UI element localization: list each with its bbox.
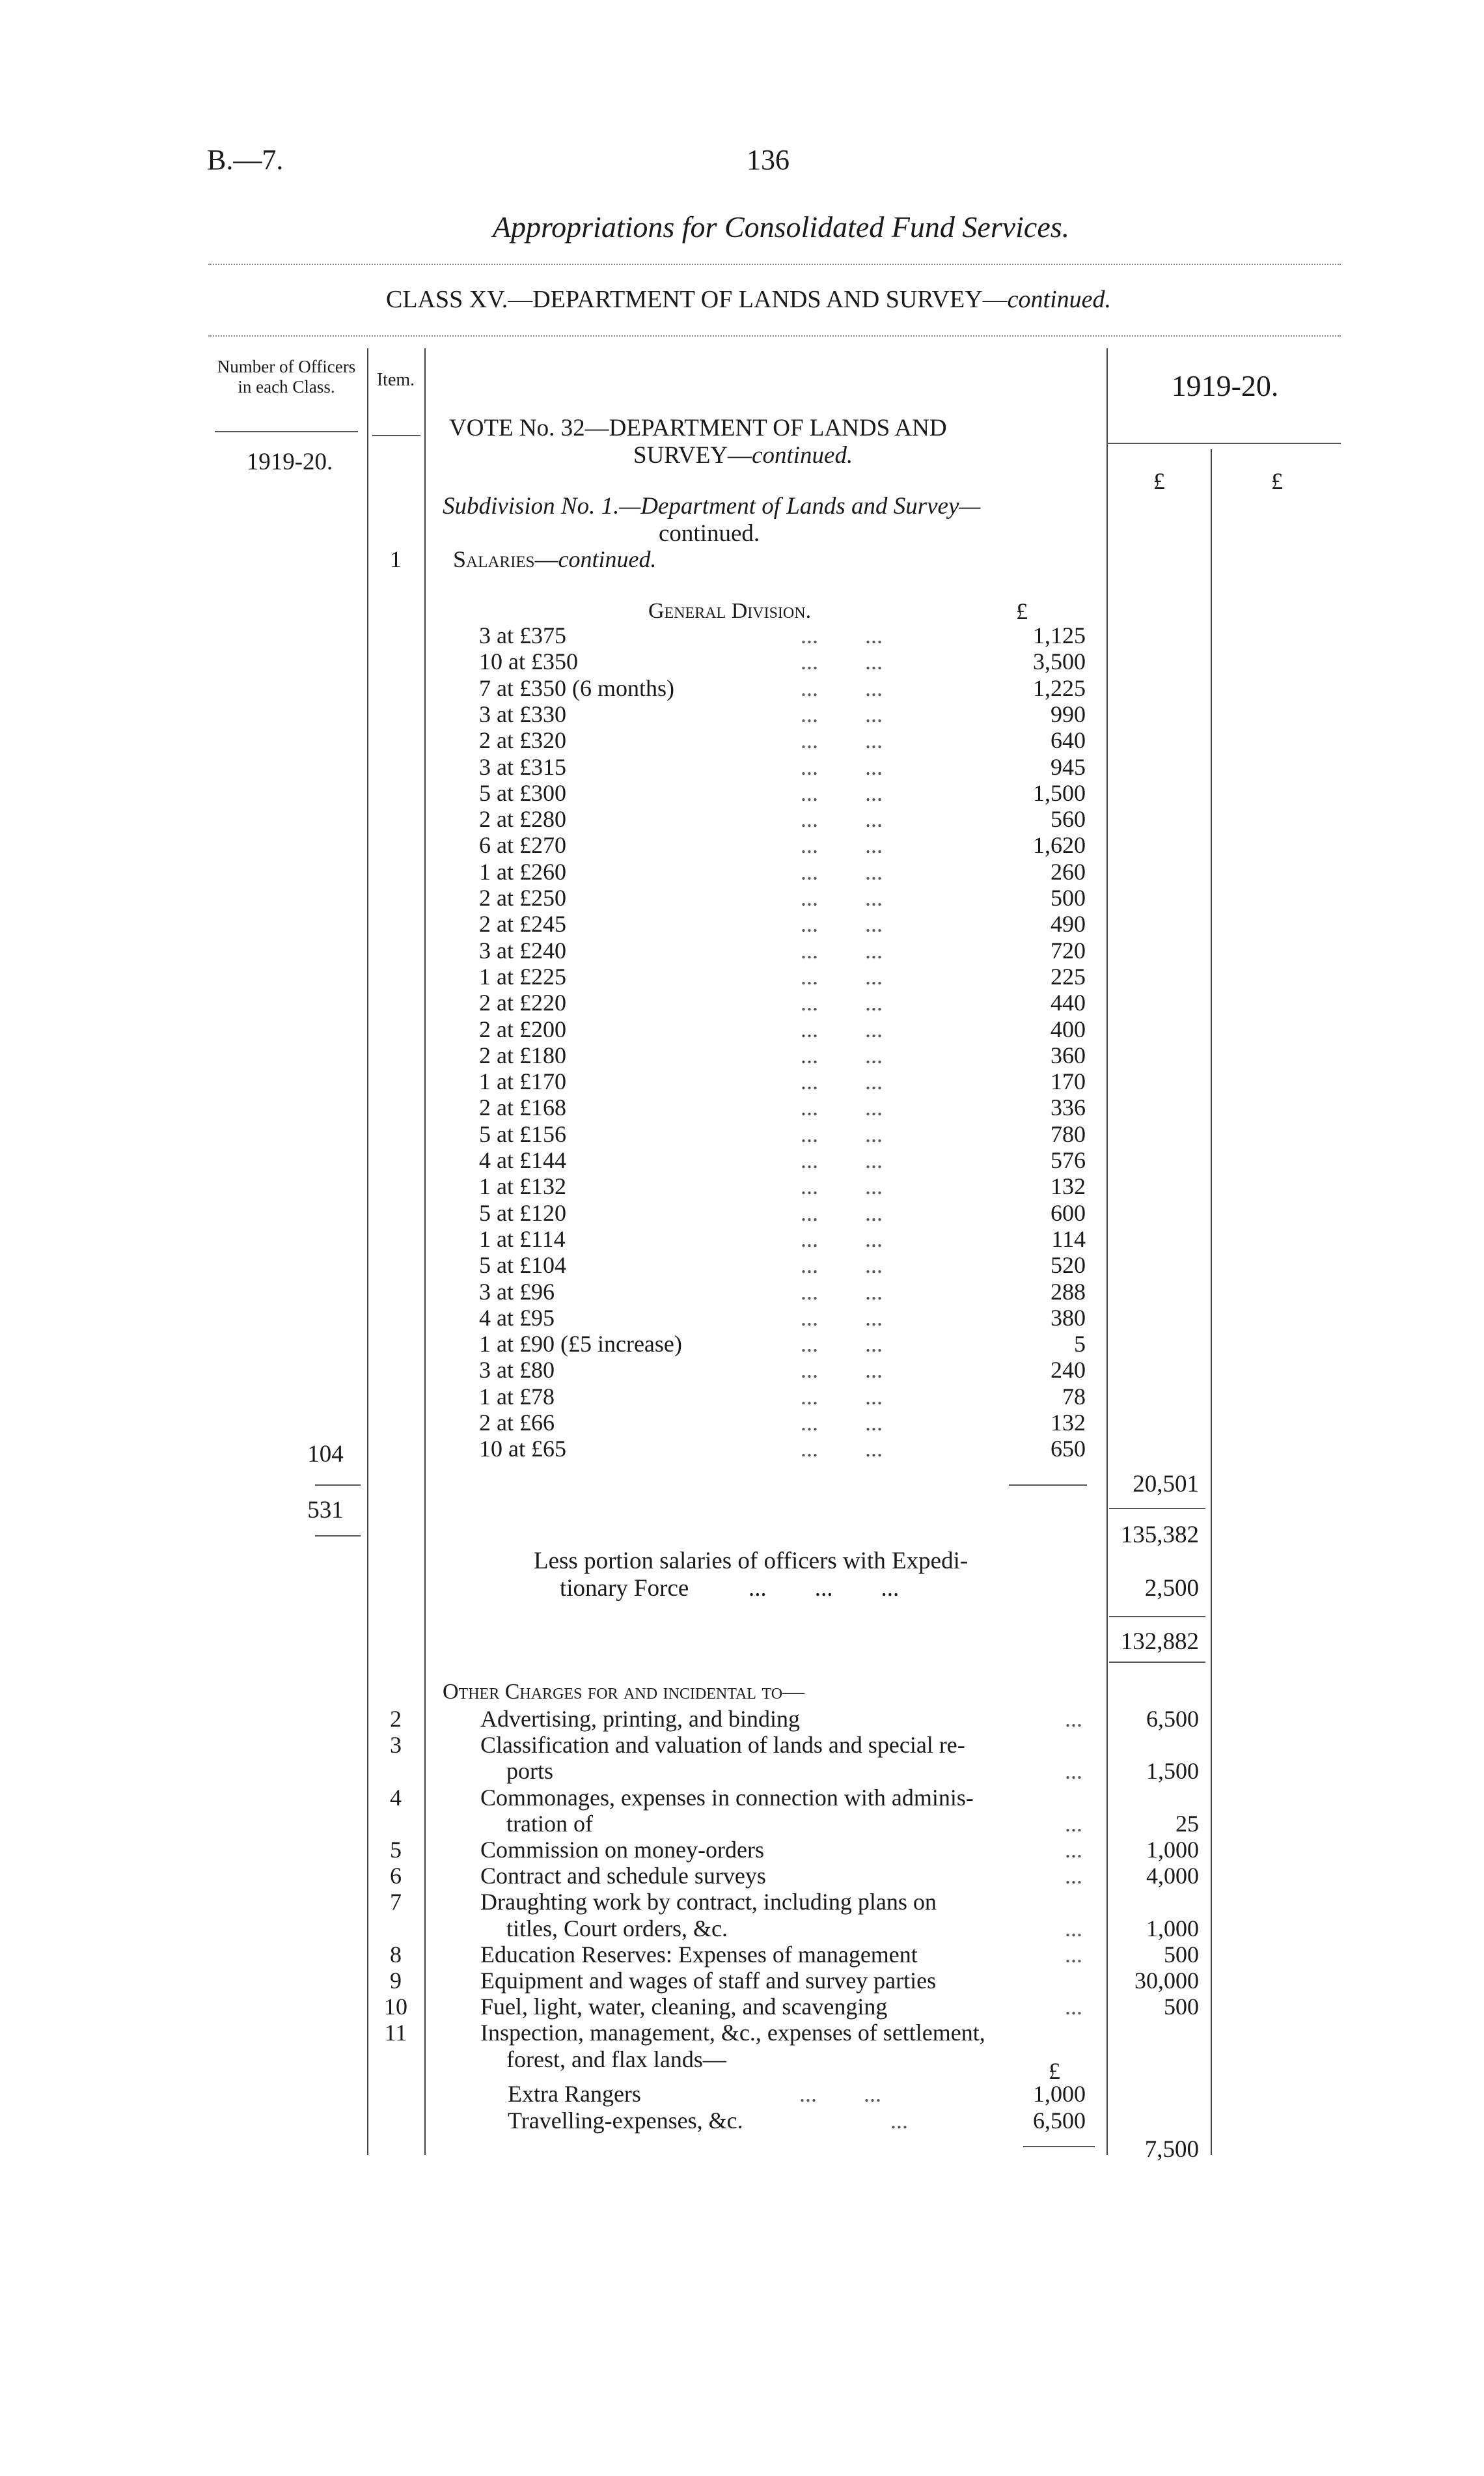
leader-dots: ... ... xyxy=(801,1252,883,1278)
item-number: 5 xyxy=(390,1837,402,1863)
leader-dots: ... ... xyxy=(801,1121,883,1147)
other-charge-value: 30,000 xyxy=(1134,1968,1199,1994)
general-row-label: 1 at £90 (£5 increase) xyxy=(479,1331,682,1357)
general-row-label: 6 at £270 xyxy=(479,832,566,858)
general-row-label: 1 at £260 xyxy=(479,859,566,885)
general-division-total: 20,501 xyxy=(1133,1471,1199,1497)
general-row-label: 10 at £350 xyxy=(479,648,578,675)
general-row-value: 225 xyxy=(1051,964,1086,990)
leader-dots: ... ... xyxy=(801,806,883,832)
item-number: 6 xyxy=(390,1863,402,1889)
total-rule xyxy=(315,1535,361,1537)
general-row-label: 4 at £95 xyxy=(479,1305,555,1331)
other-charge-text: Contract and schedule surveys xyxy=(480,1863,766,1889)
general-row-value: 5 xyxy=(1074,1331,1086,1357)
leader-dots: ... ... ... xyxy=(749,1575,900,1602)
other-charge-text: Commonages, expenses in connection with adminis- xyxy=(480,1785,974,1811)
leader-dots: ... ... xyxy=(801,701,883,727)
general-row-value: 560 xyxy=(1051,806,1086,832)
general-row-value: 380 xyxy=(1051,1305,1086,1331)
other-charge-text: tration of xyxy=(506,1811,593,1837)
item-column-header: Item. xyxy=(376,370,415,390)
leader-dots: ... xyxy=(1065,1994,1082,2020)
less-value: 2,500 xyxy=(1144,1575,1199,1602)
general-row-label: 7 at £350 (6 months) xyxy=(479,675,674,701)
general-row-value: 336 xyxy=(1051,1094,1086,1120)
general-row-value: 990 xyxy=(1051,701,1086,727)
less-line-cont: tionary Force xyxy=(560,1575,689,1602)
other-charge-value: 1,500 xyxy=(1146,1758,1199,1784)
leader-dots: ... ... xyxy=(801,1094,883,1120)
leader-dots: ... ... xyxy=(801,1384,883,1410)
less-line: Less portion salaries of officers with Expedi- xyxy=(534,1548,969,1574)
vote-title: VOTE No. 32—DEPARTMENT OF LANDS AND xyxy=(449,415,947,441)
salaries-heading: Salaries—continued. xyxy=(453,546,657,572)
leader-dots: ... ... xyxy=(801,1173,883,1199)
general-row-label: 1 at £132 xyxy=(479,1173,566,1199)
inspection-sub-label: Extra Rangers xyxy=(508,2081,641,2107)
general-row-label: 1 at £78 xyxy=(479,1384,555,1410)
divider xyxy=(208,264,1341,265)
other-charge-text: Fuel, light, water, cleaning, and scavenging xyxy=(480,1994,888,2020)
leader-dots: ... ... xyxy=(801,938,883,964)
general-row-value: 288 xyxy=(1051,1279,1086,1305)
officers-count: 104 xyxy=(307,1441,344,1468)
subdivision-heading: Subdivision No. 1.—Department of Lands and Survey— xyxy=(443,493,981,520)
page-number: 136 xyxy=(747,144,790,176)
leader-dots: ... ... xyxy=(801,1042,883,1068)
pound-symbol: £ xyxy=(1016,598,1028,624)
general-row-value: 1,620 xyxy=(1033,832,1086,858)
total-rule xyxy=(1109,1508,1205,1509)
other-charge-value: 6,500 xyxy=(1146,1706,1199,1732)
salaries-net: 132,882 xyxy=(1120,1628,1199,1655)
general-row-label: 1 at £225 xyxy=(479,964,566,990)
general-row-label: 3 at £375 xyxy=(479,622,566,648)
header-rule xyxy=(372,435,420,436)
leader-dots: ... ... xyxy=(801,754,883,780)
general-row-value: 240 xyxy=(1051,1357,1086,1383)
general-row-value: 400 xyxy=(1051,1016,1086,1042)
leader-dots: ... xyxy=(1065,1811,1082,1837)
other-charge-text: Draughting work by contract, including plans on xyxy=(480,1889,937,1915)
other-charge-value: 500 xyxy=(1164,1941,1199,1968)
other-charge-text: Equipment and wages of staff and survey parties xyxy=(480,1968,937,1994)
general-row-value: 720 xyxy=(1051,938,1086,964)
leader-dots: ... ... xyxy=(801,727,883,753)
leader-dots: ... xyxy=(1065,1915,1082,1941)
leader-dots: ... ... xyxy=(801,780,883,806)
item-number: 2 xyxy=(390,1706,402,1732)
leader-dots: ... xyxy=(1065,1941,1082,1968)
general-row-value: 1,500 xyxy=(1033,780,1086,806)
general-row-value: 1,125 xyxy=(1033,622,1086,648)
other-charge-value: 500 xyxy=(1164,1994,1199,2020)
leader-dots: ... xyxy=(1065,1837,1082,1863)
other-charge-value: 1,000 xyxy=(1146,1915,1199,1941)
leader-dots: ... ... xyxy=(801,885,883,911)
general-row-value: 132 xyxy=(1051,1410,1086,1436)
general-row-label: 10 at £65 xyxy=(479,1436,566,1462)
general-row-value: 114 xyxy=(1051,1226,1086,1252)
page-title: Appropriations for Consolidated Fund Services. xyxy=(492,210,1070,243)
leader-dots: ... ... xyxy=(801,1331,883,1357)
page-reference: B.—7. xyxy=(207,144,284,176)
column-rule-amount2 xyxy=(1211,449,1212,2155)
general-row-label: 1 at £114 xyxy=(479,1226,566,1252)
general-row-value: 640 xyxy=(1051,727,1086,753)
item-number: 8 xyxy=(390,1941,402,1968)
inspection-sub-label: Travelling-expenses, &c. xyxy=(508,2107,743,2134)
item-number: 1 xyxy=(390,546,402,572)
general-row-label: 2 at £168 xyxy=(479,1094,566,1120)
leader-dots: ... xyxy=(890,2107,908,2134)
item-number: 3 xyxy=(390,1732,402,1758)
total-rule xyxy=(1023,2146,1095,2147)
inspection-total: 7,500 xyxy=(1144,2136,1199,2163)
other-charge-value: 25 xyxy=(1175,1811,1199,1837)
leader-dots: ... ... xyxy=(801,1200,883,1226)
total-rule xyxy=(1109,1616,1205,1617)
general-row-label: 2 at £220 xyxy=(479,990,566,1016)
general-row-value: 650 xyxy=(1051,1436,1086,1462)
pound-symbol: £ xyxy=(1271,468,1283,494)
other-charge-value: 1,000 xyxy=(1146,1837,1199,1863)
other-charge-text: Commission on money-orders xyxy=(480,1837,764,1863)
general-row-value: 576 xyxy=(1051,1147,1086,1173)
other-charges-heading: Other Charges for and incidental to— xyxy=(443,1680,805,1704)
item-number: 7 xyxy=(390,1889,402,1915)
other-charge-text: forest, and flax lands— xyxy=(506,2046,726,2072)
leader-dots: ... ... xyxy=(801,911,883,937)
column-rule-item xyxy=(424,348,426,2155)
general-row-label: 2 at £200 xyxy=(479,1016,566,1042)
leader-dots: ... xyxy=(1065,1758,1082,1784)
general-row-label: 4 at £144 xyxy=(479,1147,566,1173)
leader-dots: ... ... xyxy=(799,2081,881,2107)
general-row-label: 1 at £170 xyxy=(479,1068,566,1094)
leader-dots: ... ... xyxy=(801,1279,883,1305)
leader-dots: ... ... xyxy=(801,832,883,858)
leader-dots: ... ... xyxy=(801,1410,883,1436)
leader-dots: ... ... xyxy=(801,859,883,885)
leader-dots: ... ... xyxy=(801,1068,883,1094)
general-row-value: 360 xyxy=(1051,1042,1086,1068)
general-row-value: 520 xyxy=(1051,1252,1086,1278)
other-charge-text: Inspection, management, &c., expenses of settlement, xyxy=(480,2020,985,2046)
officers-year: 1919-20. xyxy=(246,449,333,475)
pound-symbol: £ xyxy=(1049,2058,1060,2084)
leader-dots: ... ... xyxy=(801,1016,883,1042)
leader-dots: ... ... xyxy=(801,990,883,1016)
general-row-label: 2 at £250 xyxy=(479,885,566,911)
officers-column-header: Number of Officers in each Class. xyxy=(217,357,356,396)
general-row-label: 3 at £240 xyxy=(479,938,566,964)
other-charge-value: 4,000 xyxy=(1146,1863,1199,1889)
general-row-value: 490 xyxy=(1051,911,1086,937)
general-row-value: 132 xyxy=(1051,1173,1086,1199)
leader-dots: ... ... xyxy=(801,648,883,675)
general-row-value: 780 xyxy=(1051,1121,1086,1147)
general-row-label: 2 at £180 xyxy=(479,1042,566,1068)
general-row-label: 2 at £245 xyxy=(479,911,566,937)
column-rule-amount xyxy=(1106,348,1108,2155)
general-row-label: 5 at £120 xyxy=(479,1200,566,1226)
amount-year: 1919-20. xyxy=(1171,369,1279,402)
officers-total: 531 xyxy=(307,1497,344,1523)
leader-dots: ... ... xyxy=(801,1147,883,1173)
general-row-value: 78 xyxy=(1062,1384,1086,1410)
item-number: 9 xyxy=(390,1968,402,1994)
general-row-value: 440 xyxy=(1051,990,1086,1016)
salaries-subtotal: 135,382 xyxy=(1120,1522,1199,1548)
general-row-value: 600 xyxy=(1051,1200,1086,1226)
general-row-label: 2 at £66 xyxy=(479,1410,555,1436)
item-number: 4 xyxy=(390,1785,402,1811)
leader-dots: ... ... xyxy=(801,1305,883,1331)
total-rule xyxy=(315,1484,361,1486)
other-charge-text: Classification and valuation of lands and special re- xyxy=(480,1732,965,1758)
general-division-heading: General Division. xyxy=(648,599,812,623)
leader-dots: ... ... xyxy=(801,675,883,701)
other-charge-text: Advertising, printing, and binding xyxy=(480,1706,800,1732)
other-charge-text: ports xyxy=(506,1758,553,1784)
inspection-sub-value: 6,500 xyxy=(1033,2107,1086,2134)
general-row-label: 5 at £300 xyxy=(479,780,566,806)
general-row-label: 2 at £280 xyxy=(479,806,566,832)
subdivision-heading-cont: continued. xyxy=(659,520,760,547)
leader-dots: ... ... xyxy=(801,964,883,990)
leader-dots: ... ... xyxy=(801,1357,883,1383)
leader-dots: ... ... xyxy=(801,1436,883,1462)
general-row-value: 945 xyxy=(1051,754,1086,780)
general-row-label: 3 at £96 xyxy=(479,1279,555,1305)
item-number: 10 xyxy=(384,1994,407,2020)
divider xyxy=(208,335,1341,337)
general-row-value: 1,225 xyxy=(1033,675,1086,701)
general-row-value: 500 xyxy=(1051,885,1086,911)
leader-dots: ... xyxy=(1065,1863,1082,1889)
leader-dots: ... ... xyxy=(801,622,883,648)
item-number: 11 xyxy=(384,2020,407,2046)
class-heading: CLASS XV.—DEPARTMENT OF LANDS AND SURVEY—continued. xyxy=(385,286,1112,313)
general-row-value: 3,500 xyxy=(1033,648,1086,675)
general-row-label: 3 at £80 xyxy=(479,1357,555,1383)
other-charge-text: titles, Court orders, &c. xyxy=(506,1915,728,1941)
other-charge-text: Education Reserves: Expenses of management xyxy=(480,1941,918,1968)
pound-symbol: £ xyxy=(1153,468,1165,494)
leader-dots: ... xyxy=(1065,1706,1082,1732)
total-rule xyxy=(1009,1484,1087,1486)
vote-title-cont: SURVEY—continued. xyxy=(633,442,853,469)
general-row-label: 5 at £104 xyxy=(479,1252,566,1278)
general-row-value: 260 xyxy=(1051,859,1086,885)
header-rule xyxy=(215,431,358,432)
header-rule xyxy=(1106,443,1341,444)
total-rule xyxy=(1109,1662,1205,1663)
general-row-label: 2 at £320 xyxy=(479,727,566,753)
inspection-sub-value: 1,000 xyxy=(1033,2081,1086,2107)
leader-dots: ... ... xyxy=(801,1226,883,1252)
general-row-label: 3 at £315 xyxy=(479,754,566,780)
general-row-label: 3 at £330 xyxy=(479,701,566,727)
general-row-label: 5 at £156 xyxy=(479,1121,566,1147)
general-row-value: 170 xyxy=(1051,1068,1086,1094)
